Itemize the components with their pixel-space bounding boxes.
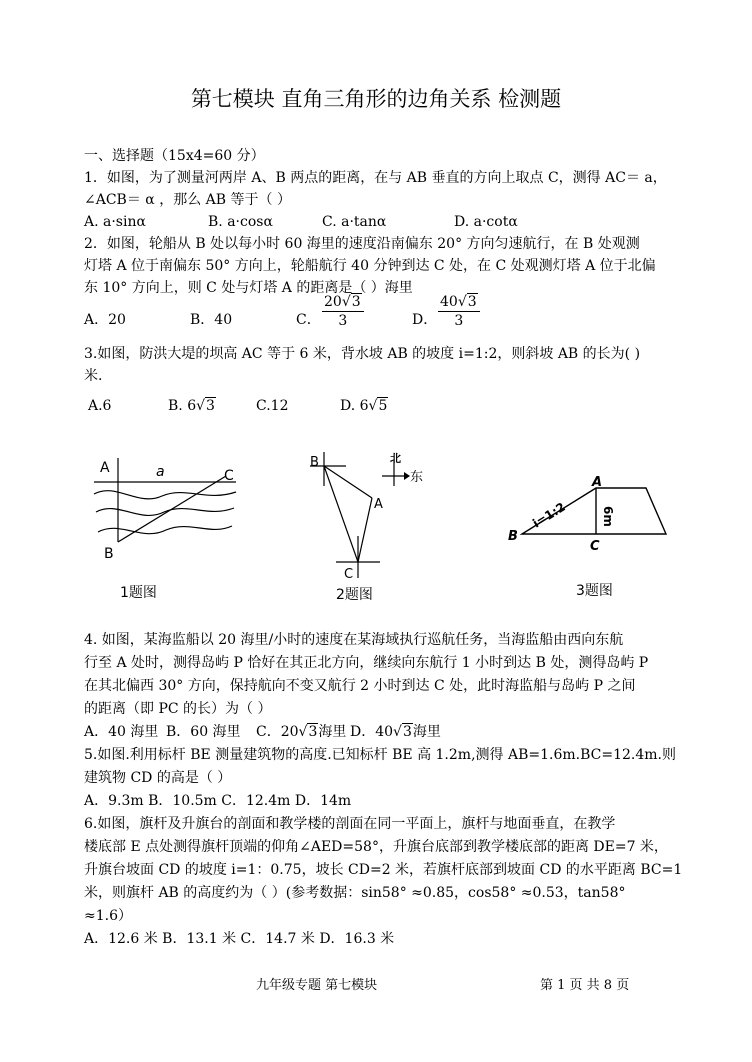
q1-line2: ∠ACB＝ α ，那么 AB 等于（ ） (84, 192, 291, 208)
label-b: B (310, 455, 319, 470)
q2-option-b: B．40 (190, 312, 233, 328)
fraction-coefficient: 40 (440, 294, 458, 310)
label-a: A (100, 460, 110, 476)
page-title: 第七模块 直角三角形的边角关系 检测题 (190, 87, 562, 111)
q3-line2: 米. (84, 368, 103, 384)
q3-option-c: C.12 (256, 398, 289, 414)
q1-option-d: D. a·cotα (454, 214, 518, 230)
q4-line3: 在其北偏西 30° 方向，保持航向不变又航行 2 小时到达 C 处，此时海监船与岛屿 P 之间 (84, 678, 636, 694)
label-b: B (508, 529, 518, 544)
q2-option-d-label: D． (412, 312, 438, 328)
label-a: A (592, 475, 603, 490)
radicand: 3 (308, 724, 318, 740)
figure-1-caption: 1题图 (120, 585, 157, 601)
q2-option-c-label: C． (296, 312, 321, 328)
q4-option-a: A．40 海里 (84, 724, 159, 740)
q3-option-d: D. 6√5 (340, 398, 388, 414)
fraction-denominator: 3 (454, 313, 464, 329)
slope-label: i=1:2 (530, 499, 568, 531)
path-bc (324, 466, 358, 562)
q6-line3: 升旗台坡面 CD 的坡度 i=1：0.75，坡长 CD=2 米，若旗杆底部到坡面 CD 的水平距离 BC=1 (84, 862, 683, 878)
q1-option-b: B. a·cosα (208, 214, 273, 230)
footer-left: 九年级专题 第七模块 (256, 978, 378, 993)
footer-page-number: 第 1 页 共 8 页 (540, 978, 630, 993)
fraction-denominator: 3 (338, 313, 348, 329)
q5-options: A．9.3m B．10.5m C．12.4m D．14m (84, 793, 352, 809)
q2-option-d-fraction: $\frac{40√3}{3}$ (438, 294, 480, 330)
q4-line1: 4. 如图，某海监船以 20 海里/小时的速度在某海域执行巡航任务，当海监船由西向东航 (84, 632, 624, 648)
q2-option-a: A．20 (84, 312, 126, 328)
q1-line1: 1．如图，为了测量河两岸 A、B 两点的距离，在与 AB 垂直的方向上取点 C，测得 AC＝ a， (84, 170, 667, 186)
q4-option-c: C．20√3海里 (256, 724, 347, 740)
q3-option-b: B. 6√3 (168, 398, 215, 414)
coefficient: D. 6 (340, 398, 369, 414)
option-prefix: D．40 (350, 724, 394, 740)
label-c: C (344, 567, 354, 582)
option-unit: 海里 (318, 724, 347, 740)
q6-line5: ≈1.6） (84, 908, 132, 924)
radicand: 5 (378, 398, 388, 414)
q4-option-b: B．60 海里 (166, 724, 241, 740)
radicand: 3 (402, 724, 412, 740)
section-heading: 一、选择题（15x4=60 分） (84, 148, 265, 164)
figure-2-navigation-diagram (306, 450, 436, 580)
label-a: A (374, 497, 383, 512)
option-prefix: C．20 (256, 724, 299, 740)
q3-option-a: A.6 (88, 398, 112, 414)
figure-3-caption: 3题图 (576, 583, 613, 599)
label-c: C (590, 539, 600, 554)
compass-north-label: 北 (390, 452, 401, 465)
label-alpha: a (156, 464, 165, 480)
radicand: 3 (467, 294, 477, 310)
q4-option-d: D．40√3海里 (350, 724, 441, 740)
compass-east-label: 东 (410, 470, 424, 485)
river-wave-1 (94, 491, 236, 499)
q5-line1: 5.如图.利用标杆 BE 测量建筑物的高度.已知标杆 BE 高 1.2m,测得 AB=1.6m.BC=12.4m.则 (84, 747, 676, 763)
option-unit: 海里 (412, 724, 441, 740)
q4-line4: 的距离（即 PC 的长）为（ ） (84, 701, 272, 717)
q6-line2: 楼底部 E 点处测得旗杆顶端的仰角∠AED=58°，升旗台底部到教学楼底部的距离 DE=7 米， (84, 839, 668, 855)
height-label: 6m (601, 506, 615, 527)
q6-options: A．12.6 米 B．13.1 米 C．14.7 米 D．16.3 米 (84, 931, 395, 947)
path-ca (358, 498, 372, 562)
q6-line1: 6.如图，旗杆及升旗台的剖面和教学楼的剖面在同一平面上，旗杆与地面垂直，在教学 (84, 816, 616, 832)
q1-option-a: A. a·sinα (84, 214, 146, 230)
figure-3-dam-diagram (506, 476, 676, 556)
label-b: B (104, 546, 114, 562)
q1-option-c: C. a·tanα (322, 214, 387, 230)
coefficient: B. 6 (168, 398, 197, 414)
figure-2-caption: 2题图 (336, 587, 373, 603)
q2-line1: 2．如图，轮船从 B 处以每小时 60 海里的速度沿南偏东 20° 方向匀速航行，在 B 处观测 (84, 236, 640, 252)
q6-line4: 米，则旗杆 AB 的高度约为（ ）(参考数据：sin58° ≈0.85，cos58° ≈0.53，tan58° (84, 885, 626, 901)
fraction-coefficient: 20 (324, 294, 342, 310)
radicand: 3 (351, 294, 361, 310)
figure-1-river-diagram (86, 452, 246, 602)
q5-line2: 建筑物 CD 的高是（ ） (84, 770, 232, 786)
q2-line2: 灯塔 A 位于南偏东 50° 方向上，轮船航行 40 分钟到达 C 处，在 C 处观测灯塔 A 位于北偏 (84, 258, 656, 274)
q4-line2: 行至 A 处时，测得岛屿 P 恰好在其正北方向，继续向东航行 1 小时到达 B 处，测得岛屿 P (84, 655, 649, 671)
q2-option-c-fraction: $\frac{20√3}{3}$ (322, 294, 364, 330)
q2-line3: 东 10° 方向上，则 C 处与灯塔 A 的距离是（ ）海里 (84, 280, 413, 296)
river-wave-2 (96, 508, 234, 515)
q3-line1: 3.如图，防洪大堤的坝高 AC 等于 6 米，背水坡 AB 的坡度 i=1:2，则斜坡 AB 的长为( ) (84, 346, 641, 362)
path-ba (324, 466, 372, 498)
radicand: 3 (206, 398, 215, 414)
label-c: C (224, 468, 234, 484)
